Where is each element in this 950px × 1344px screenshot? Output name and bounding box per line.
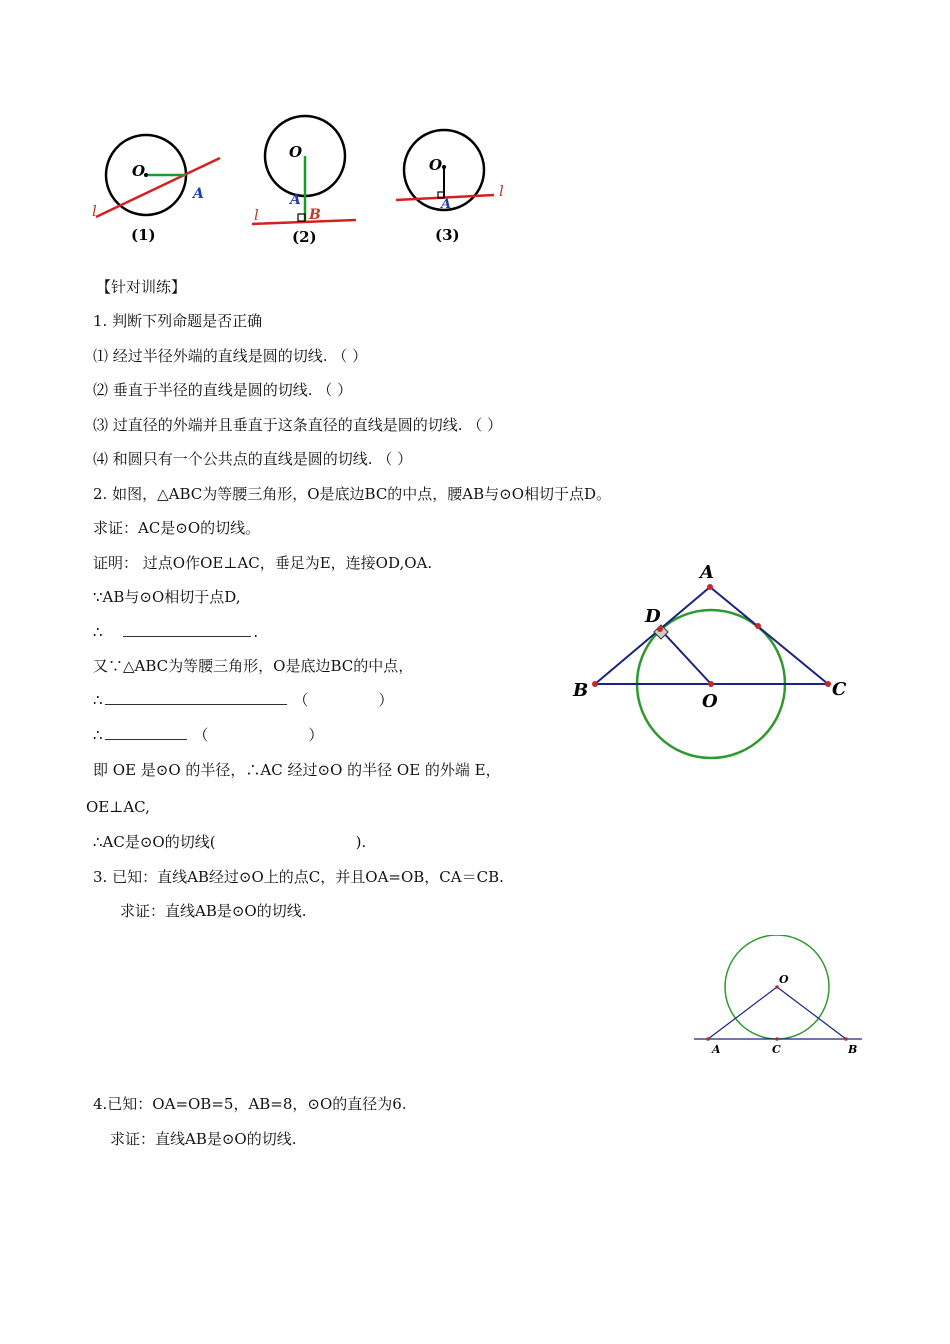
fig1-label-O: O <box>132 162 146 180</box>
q1-item-3: ⑶ 过直径的外端并且垂直于这条直径的直线是圆的切线. （ ） <box>93 416 503 434</box>
q1-item-4: ⑷ 和圆只有一个公共点的直线是圆的切线. （ ） <box>93 450 413 468</box>
q2-proof-line-1: 证明： 过点O作OE⊥AC，垂足为E，连接OD,OA. <box>93 554 433 572</box>
therefore-symbol: ∴ <box>93 623 103 641</box>
q1-item-2: ⑵ 垂直于半径的直线是圆的切线. （ ） <box>93 381 353 399</box>
fig3-label-A: A <box>441 197 452 212</box>
paren-open: （ <box>293 691 309 709</box>
q3-label-A: A <box>712 1043 721 1056</box>
q2-figure <box>566 555 866 765</box>
fig2-label-l: l <box>254 206 259 224</box>
fig2-label-B: B <box>309 207 321 223</box>
q4-statement: 4.已知：OA=OB=5，AB=8，⊙O的直径为6. <box>93 1095 407 1113</box>
point-A <box>707 584 713 590</box>
point-C <box>825 681 831 687</box>
paren-open: （ <box>193 726 209 744</box>
section-title: 【针对训练】 <box>96 278 187 296</box>
q2-statement: 2. 如图，△ABC为等腰三角形，O是底边BC的中点，腰AB与⊙O相切于点D。 <box>93 485 612 503</box>
answer-blank-2[interactable] <box>105 690 287 705</box>
q3-point-A <box>706 1037 710 1041</box>
paren-close: ） <box>308 726 324 744</box>
q2-therefore-2 <box>93 690 393 710</box>
point-B <box>592 681 598 687</box>
figure-3 <box>396 130 504 244</box>
fig3-center-dot <box>442 165 446 169</box>
fig2-caption: (2) <box>292 228 317 246</box>
segment-OB <box>777 987 846 1039</box>
figure-1 <box>92 135 220 244</box>
top-figures <box>80 110 540 260</box>
paren-close: ） <box>378 691 394 709</box>
fig2-label-O: O <box>289 143 303 161</box>
q1-title: 1. 判断下列命题是否正确 <box>93 312 263 330</box>
fig1-caption: (1) <box>131 226 156 244</box>
figure-2 <box>252 116 356 246</box>
fig3-label-O: O <box>429 156 443 174</box>
q4-prove: 求证：直线AB是⊙O的切线. <box>110 1130 297 1148</box>
label-A: A <box>700 562 714 583</box>
q3-point-B <box>844 1037 848 1041</box>
point-E <box>755 623 761 629</box>
answer-blank-1[interactable] <box>123 622 251 637</box>
q2-conclusion <box>93 832 366 852</box>
segment-OD <box>660 629 711 684</box>
q2-line-perp: OE⊥AC, <box>86 798 150 816</box>
therefore-symbol: ∴ <box>93 726 103 744</box>
q3-label-O: O <box>779 973 789 986</box>
q1-item-1: ⑴ 经过半径外端的直线是圆的切线. （ ） <box>93 347 368 365</box>
q2-prove: 求证：AC是⊙O的切线。 <box>93 519 261 537</box>
q2-line-ie: 即 OE 是⊙O 的半径，∴AC 经过⊙O 的半径 OE 的外端 E， <box>93 761 501 779</box>
segment-AC <box>710 587 828 684</box>
label-O: O <box>702 691 718 712</box>
segment-BA <box>595 587 710 684</box>
conclusion-suffix: ). <box>355 833 367 851</box>
fig3-caption: (3) <box>435 226 460 244</box>
conclusion-prefix: ∴AC是⊙O的切线( <box>93 833 216 851</box>
fig3-label-l: l <box>499 182 504 200</box>
label-C: C <box>832 679 847 700</box>
q3-label-C: C <box>772 1043 781 1056</box>
fig2-label-A: A <box>290 192 301 208</box>
point-O <box>708 681 714 687</box>
q3-statement: 3. 已知：直线AB经过⊙O上的点C，并且OA=OB，CA＝CB. <box>93 868 504 886</box>
q2-proof-line-2: ∵AB与⊙O相切于点D, <box>93 588 241 606</box>
fig1-label-A: A <box>193 186 204 202</box>
q3-point-C <box>775 1037 779 1041</box>
answer-blank-3[interactable] <box>105 725 187 740</box>
therefore-symbol: ∴ <box>93 691 103 709</box>
q2-therefore-3 <box>93 725 323 745</box>
q3-label-B: B <box>848 1043 858 1056</box>
q3-prove: 求证：直线AB是⊙O的切线. <box>120 902 307 920</box>
label-D: D <box>645 606 661 627</box>
q3-figure <box>690 935 870 1065</box>
fig1-label-l: l <box>92 202 97 220</box>
q2-because-2: 又∵△ABC为等腰三角形，O是底边BC的中点， <box>93 657 414 675</box>
q2-therefore-1: ∴ . <box>93 623 259 641</box>
segment-OA <box>708 987 777 1039</box>
label-B: B <box>573 680 589 701</box>
